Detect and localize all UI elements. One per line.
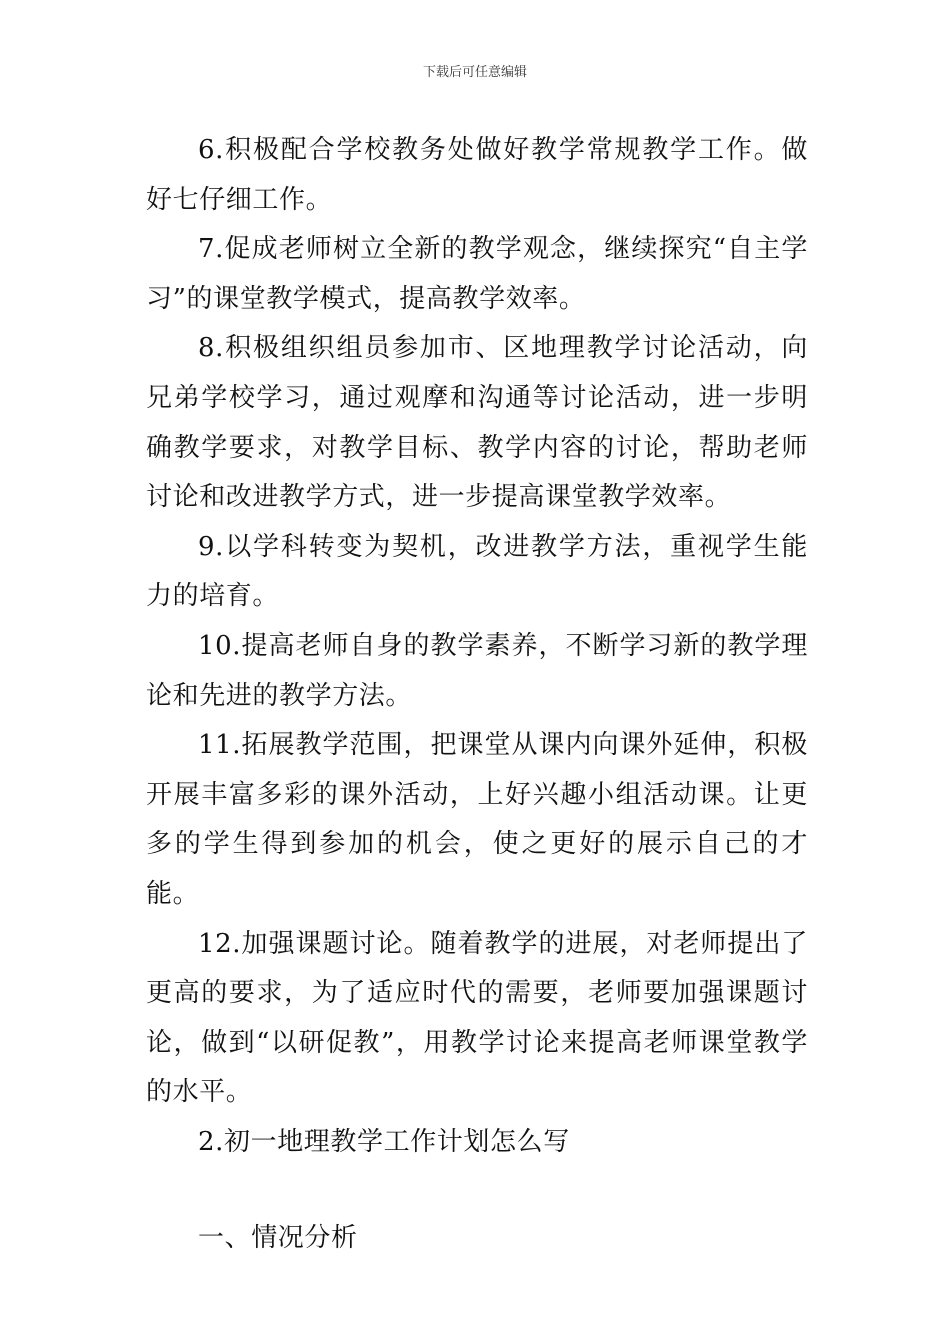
paragraph-item-11: 11.拓展教学范围，把课堂从课内向课外延伸，积极开展丰富多彩的课外活动，上好兴趣小组活动课。让更多的学生得到参加的机会，使之更好的展示自己的才能。 xyxy=(146,730,808,909)
section-heading-analysis: 一、情况分析 xyxy=(198,1223,358,1254)
page-header: 下载后可任意编辑 xyxy=(422,65,527,80)
paragraph-item-6: 6.积极配合学校教务处做好教学常规教学工作。做好七仔细工作。 xyxy=(146,135,808,215)
section-heading-plan: 2.初一地理教学工作计划怎么写 xyxy=(198,1126,570,1157)
blank-line xyxy=(146,1167,808,1214)
paragraph-item-7: 7.促成老师树立全新的教学观念，继续探究“自主学习”的课堂教学模式，提高教学效率。 xyxy=(146,234,808,314)
paragraph-item-9: 9.以学科转变为契机，改进教学方法，重视学生能力的培育。 xyxy=(146,531,808,612)
paragraph-item-10: 10.提高老师自身的教学素养，不断学习新的教学理论和先进的教学方法。 xyxy=(146,630,808,711)
paragraph-item-12: 12.加强课题讨论。随着教学的进展，对老师提出了更高的要求，为了适应时代的需要，老师要加强课题讨论，做到“以研促教”，用教学讨论来提高老师课堂教学的水平。 xyxy=(146,928,808,1108)
paragraph-item-8: 8.积极组织组员参加市、区地理教学讨论活动，向兄弟学校学习，通过观摩和沟通等讨论活动，进一步明确教学要求，对教学目标、教学内容的讨论，帮助老师讨论和改进教学方式，进一步提高课堂教学效率。 xyxy=(146,333,808,513)
document-body xyxy=(146,126,808,1264)
